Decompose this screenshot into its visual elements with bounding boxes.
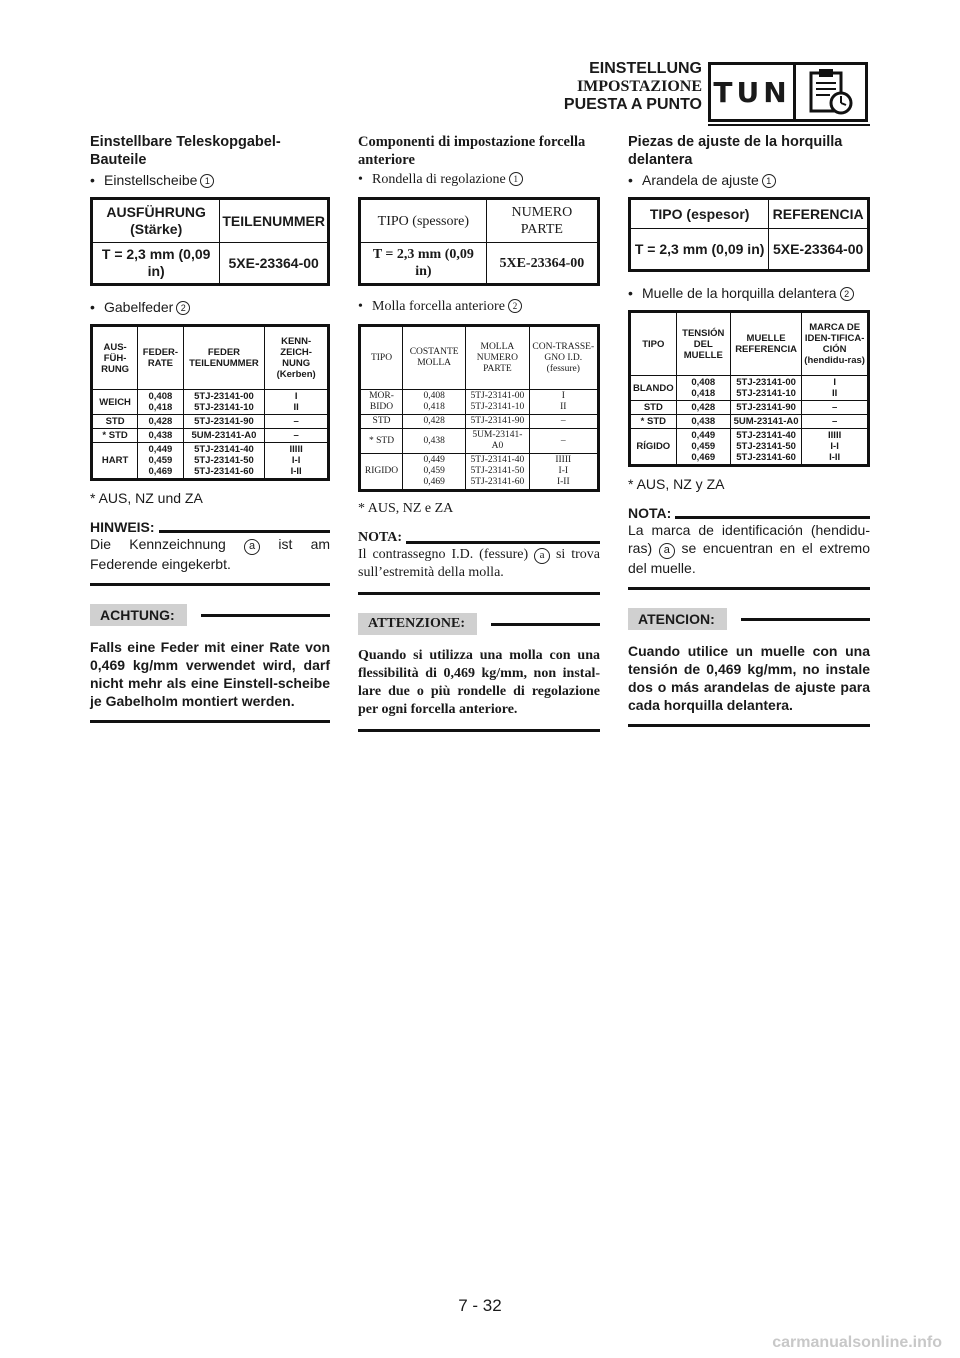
table-cell: * STD — [92, 429, 138, 443]
table-cell: 0,449 0,459 0,469 — [403, 454, 466, 491]
mark-a: a — [244, 539, 260, 555]
note-label-de: HINWEIS: — [90, 519, 330, 535]
item1-es: • Arandela de ajuste 1 — [628, 171, 870, 189]
table-cell: 0,408 0,418 — [676, 376, 730, 401]
spring-table-es — [628, 310, 870, 467]
caution-es — [628, 608, 870, 727]
column-de — [90, 133, 330, 723]
table-cell: I II — [802, 376, 869, 401]
caution-text-it: Quando si utilizza una molla con una flessibilità di 0,469 kg/mm, non instal-lare due o più rondelle di regolazione per ogni forcella anteriore. — [358, 648, 600, 717]
table-cell: RÍGIDO — [630, 429, 677, 466]
table-row — [92, 429, 329, 443]
table-cell: WEICH — [92, 390, 138, 415]
table-cell: 5UM-23141-A0 — [466, 429, 529, 454]
mark-a: a — [659, 543, 675, 559]
table-cell: 5UM-23141-A0 — [183, 429, 265, 443]
table-header: TIPO (spessore) — [360, 199, 487, 243]
table-cell: I II — [265, 390, 329, 415]
table-cell: – — [802, 415, 869, 429]
table-cell: T = 2,3 mm (0,09 in) — [92, 243, 220, 285]
section-title-es: PUESTA A PUNTO — [563, 96, 702, 113]
clipboard-stopwatch-icon — [796, 65, 865, 119]
table-cell: – — [802, 401, 869, 415]
page-number: 7 - 32 — [458, 1296, 502, 1315]
caution-label-es: ATENCION: — [628, 608, 727, 630]
table-cell: STD — [360, 415, 403, 429]
caution-text-es: Cuando utilice un muelle con una tensión de 0,469 kg/mm, no instale dos o más arandelas de ajuste para cada horquilla delantera. — [628, 643, 870, 713]
table-cell: 5XE-23364-00 — [220, 243, 329, 285]
table-cell: 5TJ-23141-90 — [730, 401, 801, 415]
table-row — [360, 429, 599, 454]
table-row — [92, 390, 329, 415]
item2-it: • Molla forcella anteriore 2 — [358, 298, 600, 316]
column-it — [358, 133, 600, 732]
table-cell: 0,408 0,418 — [403, 390, 466, 415]
footnote-it: * AUS, NZ e ZA — [358, 501, 454, 516]
note-label-it: NOTA: — [358, 530, 600, 546]
shim-table-it — [358, 197, 600, 286]
callout-2: 2 — [176, 301, 190, 315]
table-header: KENN-ZEICH-NUNG (Kerben) — [265, 326, 329, 390]
table-cell: 0,428 — [138, 415, 183, 429]
table-cell: T = 2,3 mm (0,09 in) — [360, 243, 487, 285]
table-cell: RIGIDO — [360, 454, 403, 491]
table-cell: 5TJ-23141-40 5TJ-23141-50 5TJ-23141-60 — [183, 443, 265, 480]
table-cell: 5TJ-23141-40 5TJ-23141-50 5TJ-23141-60 — [730, 429, 801, 466]
column-es — [628, 133, 870, 727]
table-cell: 0,408 0,418 — [138, 390, 183, 415]
table-header: AUSFÜHRUNG (Stärke) — [92, 199, 220, 243]
table-cell: – — [265, 415, 329, 429]
item2-de: • Gabelfeder 2 — [90, 298, 330, 316]
note-end-rule — [358, 592, 600, 595]
table-row — [630, 376, 869, 401]
table-header: CON-TRASSE-GNO I.D. (fessure) — [529, 326, 598, 390]
table-header: MUELLE REFERENCIA — [730, 312, 801, 376]
table-header: MARCA DE IDEN-TIFICA-CIÓN (hendidu-ras) — [802, 312, 869, 376]
shim-table-es — [628, 197, 870, 272]
caution-it — [358, 613, 600, 732]
section-titles — [564, 60, 702, 114]
table-cell: 0,438 — [676, 415, 730, 429]
table-cell: 0,449 0,459 0,469 — [676, 429, 730, 466]
table-cell: 5TJ-23141-00 5TJ-23141-10 — [183, 390, 265, 415]
table-row — [630, 415, 869, 429]
caution-de — [90, 604, 330, 723]
table-cell: HART — [92, 443, 138, 480]
shim-table-de — [90, 197, 330, 286]
table-cell: 0,438 — [138, 429, 183, 443]
page-header — [540, 60, 870, 124]
table-header: FEDER TEILENUMMER — [183, 326, 265, 390]
note-text-it: Il contrassegno I.D. (fessure) a si trova sull’estremità della molla. — [358, 547, 601, 580]
table-cell: BLANDO — [630, 376, 677, 401]
heading-it: Componenti di impostazione forcella anteriore — [358, 134, 586, 168]
section-badge — [708, 62, 868, 122]
table-cell: 5UM-23141-A0 — [730, 415, 801, 429]
item1-it: • Rondella di regolazione 1 — [358, 171, 600, 189]
note-end-rule — [90, 583, 330, 586]
callout-1: 1 — [200, 174, 214, 188]
table-cell: * STD — [630, 415, 677, 429]
watermark: carmanualsonline.info — [772, 1334, 942, 1351]
item1-de: • Einstellscheibe 1 — [90, 171, 330, 189]
table-row — [92, 443, 329, 480]
note-text-es: La marca de identificación (hendidu-ras) a se encuentran en el extremo del muelle. — [628, 522, 871, 576]
table-cell: 0,449 0,459 0,469 — [138, 443, 183, 480]
header-underline — [708, 124, 870, 126]
table-header: TIPO — [630, 312, 677, 376]
table-cell: 5XE-23364-00 — [486, 243, 598, 285]
item2-es: • Muelle de la horquilla delantera 2 — [628, 284, 870, 302]
callout-2: 2 — [508, 299, 522, 313]
table-row — [360, 454, 599, 491]
table-cell: IIIII I-I I-II — [802, 429, 869, 466]
table-header: REFERENCIA — [769, 199, 869, 229]
table-cell: IIIII I-I I-II — [265, 443, 329, 480]
table-cell: 5TJ-23141-00 5TJ-23141-10 — [466, 390, 529, 415]
mark-a: a — [534, 548, 550, 564]
table-header: NUMERO PARTE — [486, 199, 598, 243]
table-cell: – — [529, 415, 598, 429]
table-header: TEILENUMMER — [220, 199, 329, 243]
caution-label-it: ATTENZIONE: — [358, 613, 477, 635]
table-cell: 0,428 — [676, 401, 730, 415]
caution-label-de: ACHTUNG: — [90, 604, 187, 626]
note-label-es: NOTA: — [628, 505, 870, 521]
callout-1: 1 — [509, 172, 523, 186]
table-cell: IIIII I-I I-II — [529, 454, 598, 491]
table-header: TIPO (espesor) — [630, 199, 769, 229]
table-cell: I II — [529, 390, 598, 415]
table-cell: 0,438 — [403, 429, 466, 454]
table-header: TENSIÓN DEL MUELLE — [676, 312, 730, 376]
callout-1: 1 — [762, 174, 776, 188]
table-cell: 5TJ-23141-40 5TJ-23141-50 5TJ-23141-60 — [466, 454, 529, 491]
table-row — [360, 390, 599, 415]
section-title-it: IMPOSTAZIONE — [576, 78, 702, 95]
section-code: TUN — [711, 65, 796, 119]
heading-de: Einstellbare Teleskopgabel-Bauteile — [90, 134, 281, 168]
table-header: COSTANTE MOLLA — [403, 326, 466, 390]
table-cell: MOR-BIDO — [360, 390, 403, 415]
table-row — [630, 429, 869, 466]
table-cell: T = 2,3 mm (0,09 in) — [630, 229, 769, 271]
table-header: MOLLA NUMERO PARTE — [466, 326, 529, 390]
section-title-de: EINSTELLUNG — [589, 60, 702, 77]
callout-2: 2 — [840, 287, 854, 301]
footnote-de: * AUS, NZ und ZA — [90, 490, 203, 506]
table-cell: – — [529, 429, 598, 454]
table-cell: 5TJ-23141-00 5TJ-23141-10 — [730, 376, 801, 401]
note-text-de: Die Kennzeichnung a ist am Federende eingekerbt. — [90, 536, 331, 572]
table-cell: 5TJ-23141-90 — [183, 415, 265, 429]
spring-table-it — [358, 324, 600, 492]
table-cell: – — [265, 429, 329, 443]
note-end-rule — [628, 587, 870, 590]
heading-es: Piezas de ajuste de la horquilla delantera — [628, 134, 843, 168]
table-row — [92, 415, 329, 429]
table-row — [630, 401, 869, 415]
table-row — [360, 415, 599, 429]
table-header: FEDER-RATE — [138, 326, 183, 390]
table-cell: * STD — [360, 429, 403, 454]
table-cell: 5XE-23364-00 — [769, 229, 869, 271]
footnote-es: * AUS, NZ y ZA — [628, 476, 725, 492]
spring-table-de — [90, 324, 330, 481]
table-cell: 5TJ-23141-90 — [466, 415, 529, 429]
caution-text-de: Falls eine Feder mit einer Rate von 0,469 kg/mm verwendet wird, darf nicht mehr als eine Einstell-scheibe je Gabelholm montiert werden. — [90, 639, 330, 709]
table-cell: 0,428 — [403, 415, 466, 429]
table-cell: STD — [630, 401, 677, 415]
table-header: AUS-FÜH-RUNG — [92, 326, 138, 390]
table-header: TIPO — [360, 326, 403, 390]
table-cell: STD — [92, 415, 138, 429]
